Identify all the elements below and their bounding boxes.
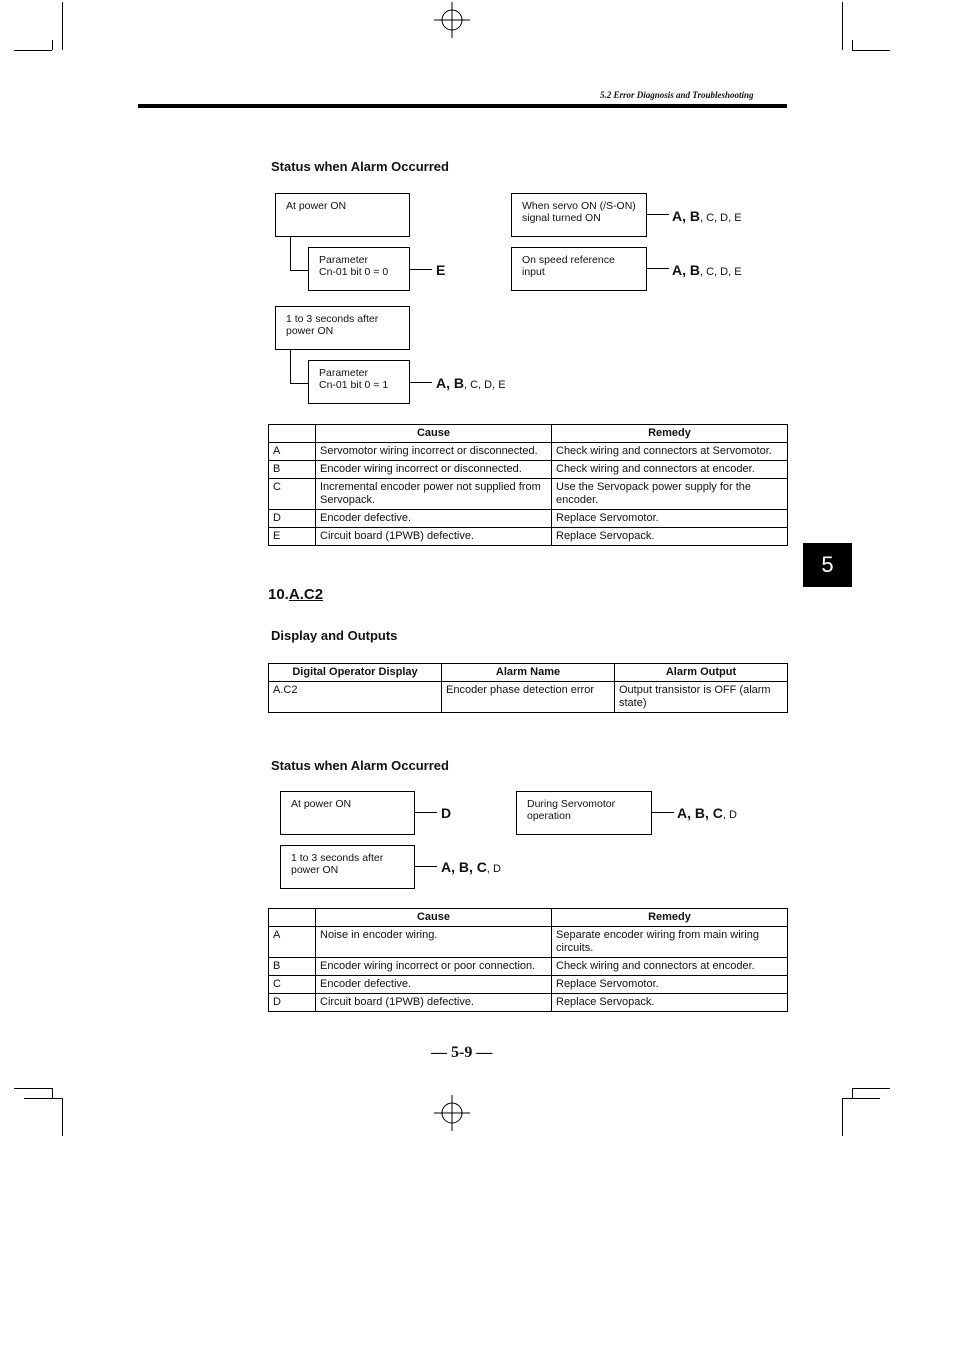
- table-row: A Servomotor wiring incorrect or disconnected. Check wiring and connectors at Servomotor.: [269, 443, 788, 461]
- table-row: D Encoder defective. Replace Servomotor.: [269, 510, 788, 528]
- registration-mark-icon: [432, 1093, 472, 1133]
- cause-label-group: A, B, C, D: [677, 805, 737, 821]
- cause-remedy-table: [268, 908, 788, 1012]
- cause-label-group: A, B, C, D: [441, 859, 501, 875]
- after-power-on-box: 1 to 3 seconds after power ON: [280, 845, 415, 889]
- table-row: E Circuit board (1PWB) defective. Replace Servopack.: [269, 528, 788, 546]
- servo-on-box: When servo ON (/S-ON) signal turned ON: [511, 193, 647, 237]
- chapter-tab: 5: [803, 543, 852, 587]
- parameter-1-box: Parameter Cn-01 bit 0 = 1: [308, 360, 410, 404]
- table-header-row: Cause Remedy: [269, 909, 788, 927]
- alarm-title: 10.A.C2: [268, 586, 324, 603]
- parameter-0-box: Parameter Cn-01 bit 0 = 0: [308, 247, 410, 291]
- table-row: B Encoder wiring incorrect or poor connection. Check wiring and connectors at encoder.: [269, 958, 788, 976]
- speed-reference-box: On speed reference input: [511, 247, 647, 291]
- cause-label-group: A, B, C, D, E: [672, 262, 742, 278]
- running-header: 5.2 Error Diagnosis and Troubleshooting: [600, 90, 754, 100]
- cause-label-e: E: [436, 262, 446, 278]
- power-on-box: At power ON: [280, 791, 415, 835]
- cause-label-d: D: [441, 805, 452, 821]
- table-row: C Encoder defective. Replace Servomotor.: [269, 976, 788, 994]
- power-on-box: At power ON: [275, 193, 410, 237]
- display-outputs-table: [268, 663, 788, 713]
- section-heading: Status when Alarm Occurred: [271, 758, 449, 773]
- cause-remedy-table: [268, 424, 788, 546]
- table-row: A Noise in encoder wiring. Separate encoder wiring from main wiring circuits.: [269, 927, 788, 958]
- after-power-on-box: 1 to 3 seconds after power ON: [275, 306, 410, 350]
- section-heading: Status when Alarm Occurred: [271, 159, 449, 174]
- page-number: — 5-9 —: [431, 1044, 493, 1061]
- table-header-row: Digital Operator Display Alarm Name Alarm Output: [269, 664, 788, 682]
- registration-mark-icon: [432, 0, 472, 40]
- table-row: B Encoder wiring incorrect or disconnected. Check wiring and connectors at encoder.: [269, 461, 788, 479]
- cause-label-group: A, B, C, D, E: [672, 208, 742, 224]
- table-row: D Circuit board (1PWB) defective. Replace Servopack.: [269, 994, 788, 1012]
- cause-label-group: A, B, C, D, E: [436, 375, 506, 391]
- header-rule: [138, 104, 787, 108]
- table-header-row: Cause Remedy: [269, 425, 788, 443]
- table-row: A.C2 Encoder phase detection error Output transistor is OFF (alarm state): [269, 682, 788, 713]
- servomotor-operation-box: During Servomotor operation: [516, 791, 652, 835]
- display-outputs-heading: Display and Outputs: [271, 628, 398, 643]
- table-row: C Incremental encoder power not supplied from Servopack. Use the Servopack power supply for the encoder.: [269, 479, 788, 510]
